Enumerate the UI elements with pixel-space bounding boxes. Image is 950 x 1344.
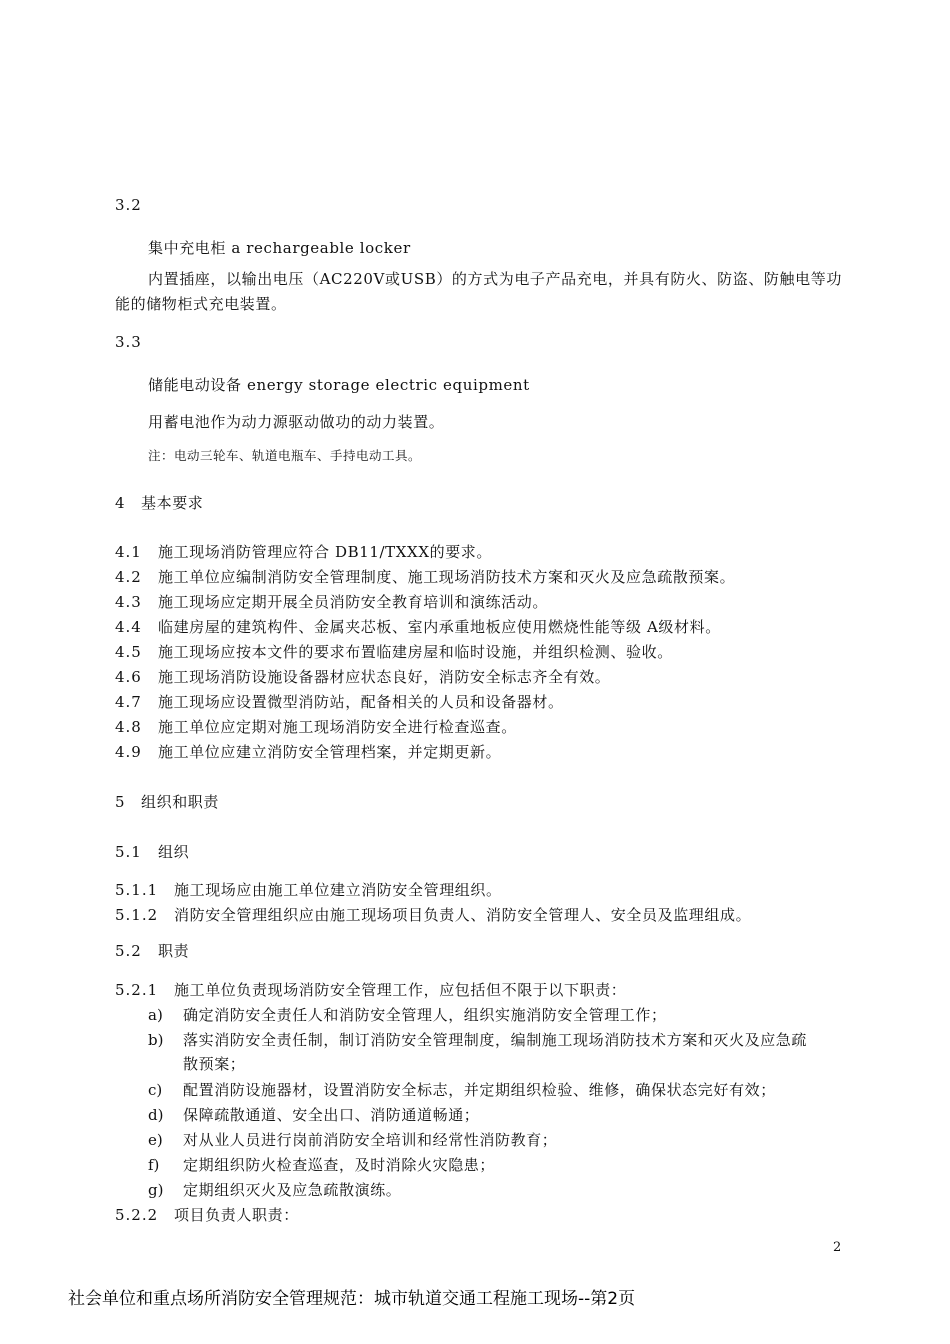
clause-number: 4.4: [115, 618, 142, 636]
clause-text: 施工现场应设置微型消防站，配备相关的人员和设备器材。: [158, 693, 564, 711]
clause-text: 施工现场消防管理应符合 DB11/TXXX的要求。: [158, 543, 493, 561]
clause-number: 4.7: [115, 693, 142, 711]
section-heading: 基本要求: [141, 494, 204, 512]
clause-text: 临建房屋的建筑构件、金属夹芯板、室内承重地板应使用燃烧性能等级 A级材料。: [158, 618, 721, 636]
list-item: 保障疏散通道、安全出口、消防通道畅通；: [183, 1106, 480, 1124]
clause-text: 项目负责人职责：: [174, 1206, 299, 1224]
term-note: 注：电动三轮车、轨道电瓶车、手持电动工具。: [148, 448, 422, 463]
list-marker: d): [148, 1106, 164, 1124]
document-footer: 社会单位和重点场所消防安全管理规范：城市轨道交通工程施工现场--第2页: [68, 1289, 636, 1309]
page-number: 2: [833, 1240, 842, 1255]
list-item: 配置消防设施器材，设置消防安全标志，并定期组织检验、维修，确保状态完好有效；: [183, 1081, 776, 1099]
clause-number: 4.8: [115, 718, 142, 736]
term-definition: 用蓄电池作为动力源驱动做功的动力装置。: [148, 413, 445, 431]
term-definition: 内置插座，以输出电压（AC220V或USB）的方式为电子产品充电，并具有防火、防盗、防触电等功: [148, 270, 842, 288]
clause-text: 施工现场应定期开展全员消防安全教育培训和演练活动。: [158, 593, 549, 611]
subsection-number: 5.2: [115, 942, 142, 960]
list-marker: f): [148, 1156, 160, 1174]
clause-number: 4.9: [115, 743, 142, 761]
clause-number: 3.2: [115, 196, 142, 214]
clause-text: 施工单位应建立消防安全管理档案，并定期更新。: [158, 743, 502, 761]
clause-number: 5.1.1: [115, 881, 159, 899]
list-marker: e): [148, 1131, 163, 1149]
section-number: 5: [115, 793, 126, 811]
list-item: 定期组织防火检查巡查，及时消除火灾隐患；: [183, 1156, 496, 1174]
section-heading: 组织和职责: [141, 793, 220, 811]
list-item: 确定消防安全责任人和消防安全管理人，组织实施消防安全管理工作；: [183, 1006, 667, 1024]
subsection-heading: 组织: [158, 843, 190, 861]
list-marker: c): [148, 1081, 163, 1099]
clause-number: 5.1.2: [115, 906, 159, 924]
clause-text: 施工现场消防设施设备器材应状态良好，消防安全标志齐全有效。: [158, 668, 611, 686]
list-item: 定期组织灭火及应急疏散演练。: [183, 1181, 402, 1199]
term-title: 集中充电柜 a rechargeable locker: [148, 239, 411, 257]
clause-number: 4.3: [115, 593, 142, 611]
clause-number: 5.2.1: [115, 981, 159, 999]
clause-number: 3.3: [115, 333, 142, 351]
clause-text: 施工现场应由施工单位建立消防安全管理组织。: [174, 881, 502, 899]
list-marker: g): [148, 1181, 164, 1199]
list-item-cont: 散预案；: [183, 1055, 246, 1073]
clause-text: 施工单位负责现场消防安全管理工作，应包括但不限于以下职责：: [174, 981, 627, 999]
clause-text: 施工单位应定期对施工现场消防安全进行检查巡查。: [158, 718, 517, 736]
subsection-number: 5.1: [115, 843, 142, 861]
clause-text: 施工现场应按本文件的要求布置临建房屋和临时设施，并组织检测、验收。: [158, 643, 673, 661]
clause-number: 4.6: [115, 668, 142, 686]
list-item: 落实消防安全责任制，制订消防安全管理制度，编制施工现场消防技术方案和灭火及应急疏: [183, 1031, 808, 1049]
list-marker: b): [148, 1031, 164, 1049]
term-title: 储能电动设备 energy storage electric equipment: [148, 376, 530, 394]
clause-text: 施工单位应编制消防安全管理制度、施工现场消防技术方案和灭火及应急疏散预案。: [158, 568, 736, 586]
clause-number: 5.2.2: [115, 1206, 159, 1224]
subsection-heading: 职责: [158, 942, 190, 960]
section-number: 4: [115, 494, 126, 512]
clause-number: 4.5: [115, 643, 142, 661]
clause-number: 4.2: [115, 568, 142, 586]
term-definition-cont: 能的储物柜式充电装置。: [115, 295, 287, 313]
clause-number: 4.1: [115, 543, 142, 561]
clause-text: 消防安全管理组织应由施工现场项目负责人、消防安全管理人、安全员及监理组成。: [174, 906, 752, 924]
list-item: 对从业人员进行岗前消防安全培训和经常性消防教育；: [183, 1131, 558, 1149]
list-marker: a): [148, 1006, 163, 1024]
